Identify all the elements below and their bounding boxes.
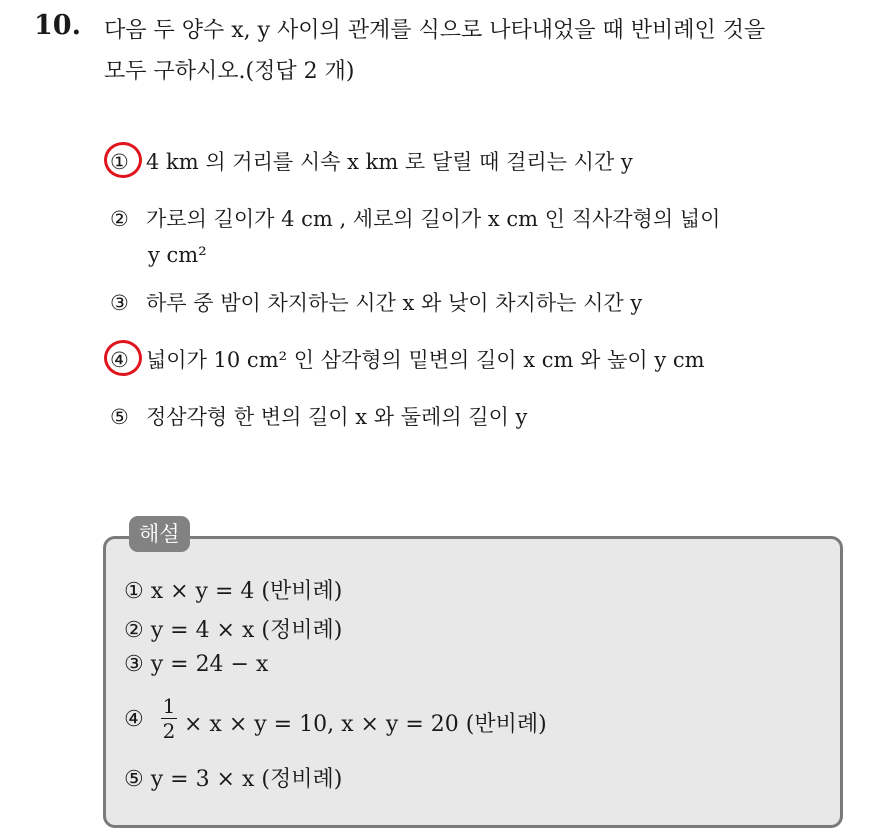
option-3: [110, 287, 642, 317]
option-3-text: 하루 중 밤이 차지하는 시간 x 와 낮이 차지하는 시간 y: [146, 291, 643, 315]
option-4: [110, 344, 705, 374]
option-2-text: 가로의 길이가 4 cm , 세로의 길이가 x cm 인 직사각형의 넓이: [146, 207, 721, 231]
option-1: [110, 146, 633, 176]
option-3-mark: ③: [110, 291, 129, 315]
explanation-label: 해설: [129, 516, 190, 552]
answer-circle-1: [104, 142, 142, 178]
question-text-line2: 모두 구하시오.(정답 2 개): [104, 59, 355, 84]
option-2: [110, 203, 720, 233]
option-1-text: 4 km 의 거리를 시속 x km 로 달릴 때 걸리는 시간 y: [146, 150, 633, 174]
option-4-text: 넓이가 10 cm² 인 삼각형의 밑변의 길이 x cm 와 높이 y cm: [146, 348, 705, 372]
fraction-one-half: [160, 694, 178, 743]
fraction-denominator: 2: [162, 719, 176, 743]
explanation-line-3: ③ y = 24 − x: [124, 652, 269, 677]
option-1-mark: ①: [110, 150, 129, 174]
answer-circle-4: [104, 340, 142, 376]
explanation-line-4-mark: ④: [124, 707, 144, 732]
explanation-line-1: ① x × y = 4 (반비례): [124, 579, 343, 604]
option-5-text: 정삼각형 한 변의 길이 x 와 둘레의 길이 y: [146, 405, 528, 429]
option-5-mark: ⑤: [110, 405, 129, 429]
question-number: 10.: [34, 10, 81, 41]
explanation-line-4-rest: × x × y = 10, x × y = 20 (반비례): [184, 712, 547, 737]
explanation-line-2: ② y = 4 × x (정비례): [124, 618, 343, 643]
question-text-line1: 다음 두 양수 x, y 사이의 관계를 식으로 나타내었을 때 반비례인 것을: [104, 18, 766, 43]
option-4-mark: ④: [110, 348, 129, 372]
option-2-continuation: y cm²: [148, 243, 207, 267]
fraction-numerator: 1: [162, 694, 176, 718]
option-5: [110, 401, 527, 431]
explanation-line-5: ⑤ y = 3 × x (정비례): [124, 767, 343, 792]
option-2-mark: ②: [110, 207, 129, 231]
